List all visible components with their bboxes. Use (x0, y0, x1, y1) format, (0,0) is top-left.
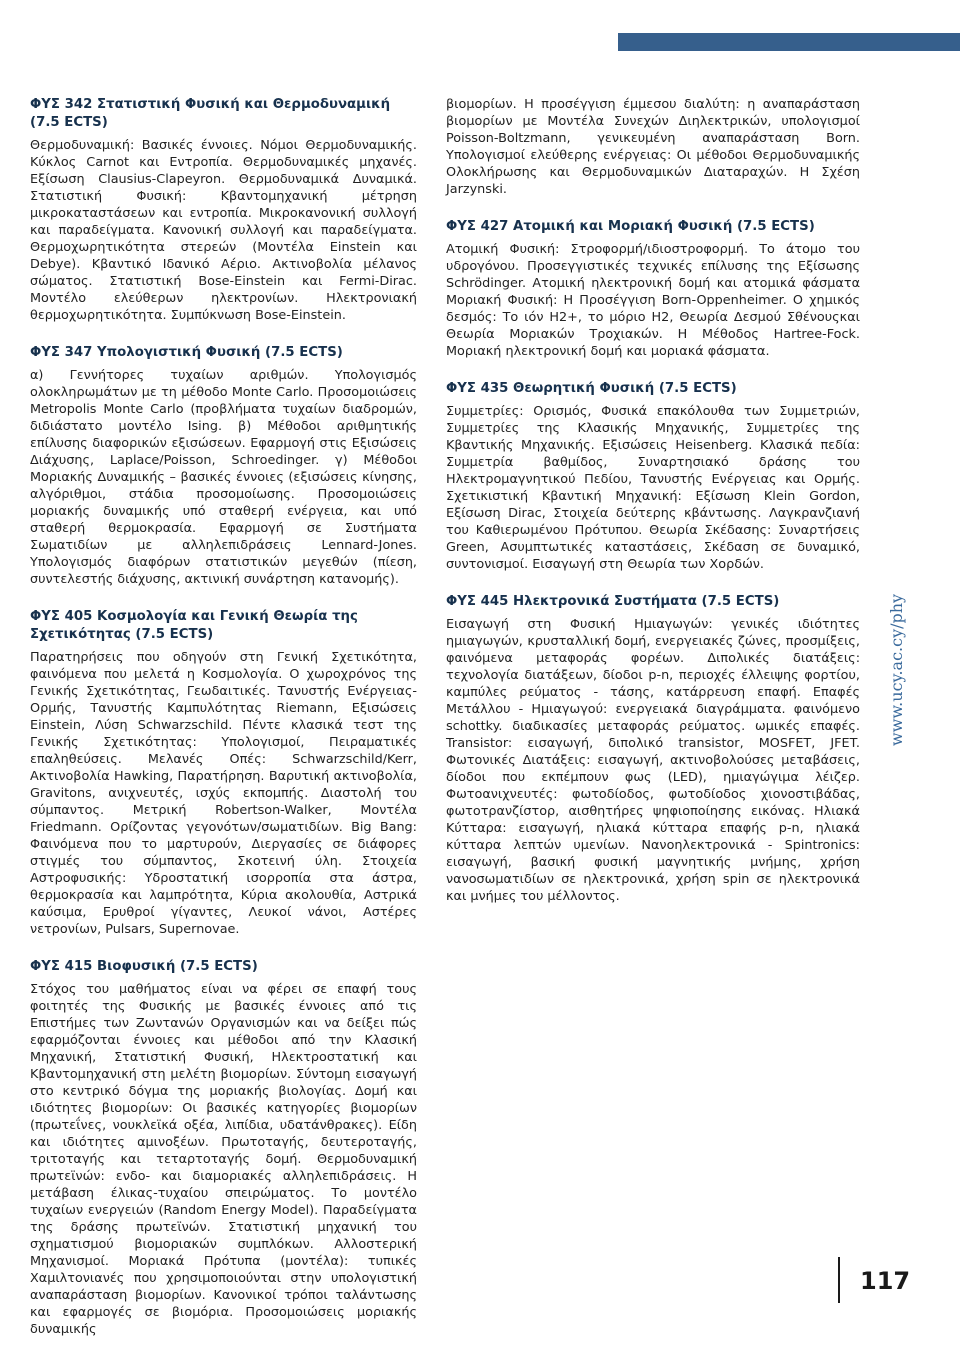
left-column (30, 96, 417, 1358)
course-section-fys415 (30, 958, 417, 1338)
course-section-fys445 (446, 593, 860, 905)
course-section-fys347 (30, 344, 417, 588)
department-url: www.ucy.ac.cy/phy (887, 593, 906, 747)
course-description: Συμμετρίες: Ορισμός, Φυσικά επακόλουθα των Συμμετριών, Συμμετρίες της Κλασικής Μηχανικής, Συμμετρίες της Κβαντικής Μηχανικής. Εξισώσεις Heisenberg. Κλασικά πεδία: Συμμετρία βαθμίδος, Συναρτησιακό δράσης του Ηλεκτρομαγνητικού Πεδίου, Τανυστής Ενέργειας και Ορμής. Σχετικιστική Κβαντική Μηχανική: Εξίσωση Klein Gordon, Εξίσωση Dirac, Στοιχεία δεύτερης κβάντωσης. Λαγκρανζιανή του Καθιερωμένου Πρότυπου. Θεωρία Σκέδασης: Συναρτήσεις Green, Ασυμπτωτικές καταστάσεις, Σκέδαση σε δυναμικό, συντονισμοί. Εισαγωγή στη Θεωρία των Χορδών. (446, 404, 860, 572)
course-section-fys415-continued (446, 96, 860, 198)
page-number-rule (838, 1257, 840, 1303)
course-title: ΦΥΣ 347 Υπολογιστική Φυσική (7.5 ECTS) (30, 345, 343, 360)
course-title: ΦΥΣ 405 Κοσμολογία και Γενική Θεωρία της Σχετικότητας (7.5 ECTS) (30, 609, 358, 642)
course-description: α) Γεννήτορες τυχαίων αριθμών. Υπολογισμός ολοκληρωμάτων με τη μέθοδο Monte Carlo. Προσομοιώσεις Metropolis Monte Carlo (προβλήματα τυχαίων διαδρομών, διδιάστατο μοντέλο Ising. β) Μέθοδοι αριθμητικής επίλυσης διαφορικών εξισώσεων. Εφαρμογή στις Εξισώσεις Διάχυσης, Laplace/Poisson, Schroedinger. γ) Μέθοδοι Μοριακής Δυναμικής – βασικές έννοιες (εξισώσεις κίνησης, αλγόριθμοι, στάδια προσομοίωσης. Προσομοιώσεις μοριακής δυναμικής υπό σταθερή ενέργεια, και υπό σταθερή θερμοκρασία. Εφαρμογή σε Συστήματα Σωματιδίων με αλληλεπιδράσεις Lennard-Jones. Υπολογισμός διαφόρων στατιστικών μεγεθών (πίεση, συντελεστής διάχυσης, ακτινική συνάρτηση κατανομής). (30, 368, 417, 587)
course-section-fys342 (30, 96, 417, 324)
header-accent-bar (618, 33, 960, 51)
course-title: ΦΥΣ 342 Στατιστική Φυσική και Θερμοδυναμική (7.5 ECTS) (30, 97, 391, 130)
course-title: ΦΥΣ 445 Ηλεκτρονικά Συστήματα (7.5 ECTS) (446, 594, 780, 609)
course-description: Ατομική Φυσική: Στροφορμή/ιδιοστροφορμή. Το άτομο του υδρογόνου. Προσεγγιστικές τεχνικές επίλυσης της Εξίσωσης Schrödinger. Ατομική ηλεκτρονική δομή και ατομικά φάσματα Μοριακή Φυσική: Η Προσέγγιση Born-Oppenheimer. Ο χημικός δεσμός: Το ιόν H2+, το μόριο H2, Θεωρία Δεσμού Σθένουςκαι Θεωρία Μοριακών Τροχιακών. Η Μέθοδος Hartree-Fock. Μοριακή ηλεκτρονική δομή και μοριακά φάσματα. (446, 242, 860, 359)
course-title: ΦΥΣ 427 Ατομική και Μοριακή Φυσική (7.5 ECTS) (446, 219, 815, 234)
course-description: βιομορίων. Η προσέγγιση έμμεσου διαλύτη: η αναπαράσταση βιομορίων με Μοντέλα Συνεχών Διηλεκτρικών, υπολογισμοί Poisson-Boltzmann, γενικευμένη αναπαράσταση Born. Υπολογισμοί ελεύθερης ενέργειας: Οι μέθοδοι Θερμοδυναμικής Ολοκλήρωσης και Θερμοδυναμικών Διαταραχών. Η Σχέση Jarzynski. (446, 97, 860, 197)
course-section-fys435 (446, 380, 860, 573)
course-title: ΦΥΣ 435 Θεωρητική Φυσική (7.5 ECTS) (446, 381, 737, 396)
course-title: ΦΥΣ 415 Βιοφυσική (7.5 ECTS) (30, 959, 258, 974)
course-description: Παρατηρήσεις που οδηγούν στη Γενική Σχετικότητα, φαινόμενα που μελετά η Κοσμολογία. Ο χωροχρόνος της Γενικής Σχετικότητας, Γεωδαιτικές. Τανυστής Ενέργειας-Ορμής, Τανυστής Καμπυλότητας Riemann, Εξισώσεις Einstein, Λύση Schwarzschild. Πέντε κλασικά τεστ της Γενικής Σχετικότητας: Υπολογισμοί, Πειραματικές επαληθεύσεις. Μελανές Οπές: Schwarzschild/Kerr, Ακτινοβολία Hawking, Παρατήρηση. Βαρυτική ακτινοβολία, Gravitons, ανιχνευτές, ισχύς εκπομπής. Διαστολή του σύμπαντος. Μετρική Robertson-Walker, Μοντέλα Friedmann. Ορίζοντας γεγονότων/σωματιδίων. Big Bang: Φαινόμενα που το μαρτυρούν, Διεργασίες σε διάφορες στιγμές του σύμπαντος, Σκοτεινή ύλη. Στοιχεία Αστροφυσικής: Υδροστατική ισορροπία στα άστρα, θερμοκρασία και λαμπρότητα, Κύρια ακολουθία, Αστρικά καύσιμα, Ερυθροί γίγαντες, Λευκοί νάνοι, Αστέρες νετρονίων, Pulsars, Supernovae. (30, 650, 417, 937)
course-section-fys405 (30, 608, 417, 938)
course-description: Στόχος του μαθήματος είναι να φέρει σε επαφή τους φοιτητές της Φυσικής με βασικές έννοιες από τις Επιστήμες των Ζωντανών Οργανισμών και να δείξει πώς εφαρμόζονται έννοιες και μέθοδοι από την Κλασική Μηχανική, Στατιστική Φυσική, Ηλεκτροστατική και Κβαντομηχανική στη μελέτη βιομορίων. Σύντομη εισαγωγή στο κεντρικό δόγμα της μοριακής βιολογίας. Δομή και ιδιότητες βιομορίων: Οι βασικές κατηγορίες βιομορίων (πρωτεΐνες, νουκλεϊκά οξέα, λιπίδια, υδατάνθρακες). Είδη και ιδιότητες αμινοξέων. Πρωτοταγής, δευτεροταγής, τριτοταγής και τεταρτοταγής δομή. Θερμοδυναμική πρωτεϊνών: ενδο- και διαμοριακές αλληλεπιδράσεις. Η μετάβαση έλικας-τυχαίου σπειρώματος. Το μοντέλο τυχαίων ενεργειών (Random Energy Model). Παραδείγματα της δράσης πρωτεϊνών. Στατιστική μηχανική του σχηματισμού βιομοριακών συμπλόκων. Αλλοστερική Μηχανισμοί. Μοριακά Πρότυπα (μοντέλα): τυπικές Χαμιλτονιανές που χρησιμοποιούνται στην υπολογιστική αναπαράσταση βιομορίων. Κανονικοί τρόποι ταλάντωσης και εφαρμογές σε βιομόρια. Προσομοιώσεις μοριακής δυναμικής (30, 982, 417, 1337)
course-description: Εισαγωγή στη Φυσική Ημιαγωγών: γενικές ιδιότητες ημιαγωγών, κρυσταλλική δομή, ενεργειακές ζώνες, προσμίξεις, φαινόμενα μεταφοράς φορέων. Διπολικές διατάξεις: τεχνολογία διατάξεων, δίοδοι p-n, περιοχές έλλειψης φορτίου, καμπύλες ρεύματος - τάσης, κατάρρευση επαφή. Επαφές Μετάλλου - Ημιαγωγού: ενεργειακά διαγράμματα. φαινόμενο schottky. διαδικασίες μεταφοράς ρεύματος. ωμικές επαφές. Transistor: εισαγωγή, διπολικό transistor, MOSFET, JFET. Φωτονικές Διατάξεις: εισαγωγή, ακτινοβολούσες μεταβάσεις, δίοδοι που εκπέμπουν φως (LED), ημιαγώγιμα λέιζερ. Φωτοανιχνευτές: φωτοδίοδος, φωτοδίοδος χιονοστιβάδας, φωτοτρανζίστορ, αισθητήρες ψηφιοποίησης εικόνας. Ηλιακά Κύτταρα: εισαγωγή, ηλιακά κύτταρα επαφής p-n, ηλιακά κύτταρα λεπτών υμενίων. Νανοηλεκτρονικά - Spintronics: εισαγωγή, βασική φυσική μαγνητικής μνήμης, χρήση νανοσωματιδίων σε ηλεκτρονικά, χρήση spin σε ηλεκτρονικά και μνήμες του μέλλοντος. (446, 617, 860, 904)
right-column (446, 96, 860, 925)
page-number: 117 (860, 1267, 911, 1295)
course-description: Θερμοδυναμική: Βασικές έννοιες. Νόμοι Θερμοδυναμικής. Κύκλος Carnot και Εντροπία. Θερμοδυναμικές μηχανές. Εξίσωση Clausius-Clapeyron. Θερμοδυναμικά Δυναμικά. Στατιστική Φυσική: Κβαντομηχανική μέτρηση μικροκαταστάσεων και εντροπία. Μικροκανονική συλλογή και παραδείγματα. Κανονική συλλογή και παραδείγματα. Θερμοχωρητικότητα στερεών (Μοντέλα Einstein και Debye). Κβαντικό Ιδανικό Αέριο. Ακτινοβολία μέλανος σώματος. Στατιστική Bose-Einstein και Fermi-Dirac. Μοντέλο ελεύθερων ηλεκτρονίων. Ηλεκτρονιακή θερμοχωρητικότητα. Συμπύκνωση Bose-Einstein. (30, 138, 417, 323)
course-section-fys427 (446, 218, 860, 360)
